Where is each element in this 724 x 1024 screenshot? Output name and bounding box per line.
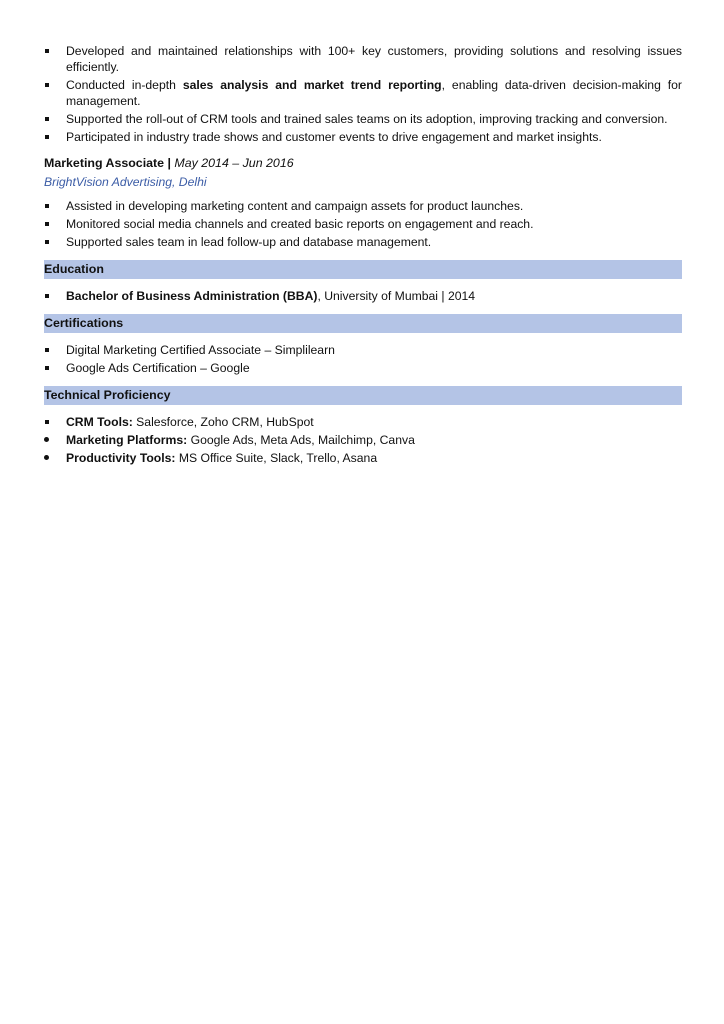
skill-value: MS Office Suite, Slack, Trello, Asana — [175, 451, 378, 465]
skill-label: Productivity Tools: — [66, 451, 176, 465]
list-item — [44, 43, 682, 75]
list-item — [44, 129, 682, 145]
round-bullet-icon — [44, 455, 49, 460]
list-item — [44, 360, 682, 376]
marketing-associate-bullet-list — [44, 198, 682, 250]
bullet-text-part: , enabling data-driven decision-making for management. — [66, 78, 682, 108]
skill-value: Salesforce, Zoho CRM, HubSpot — [132, 415, 314, 429]
list-item — [44, 288, 682, 304]
list-item — [44, 450, 682, 466]
square-bullet-icon — [45, 117, 49, 121]
job-dates: May 2014 – Jun 2016 — [174, 156, 294, 170]
round-bullet-icon — [44, 437, 49, 442]
square-bullet-icon — [45, 420, 49, 424]
square-bullet-icon — [45, 366, 49, 370]
resume-content — [44, 43, 682, 466]
list-item — [44, 414, 682, 430]
bullet-bold-text: sales analysis and market trend reporting — [182, 78, 442, 92]
list-item — [44, 234, 682, 250]
list-item — [44, 216, 682, 232]
square-bullet-icon — [45, 204, 49, 208]
skill-label: Marketing Platforms: — [66, 433, 188, 447]
bullet-text: Developed and maintained relationships with 100+ key customers, providing solutions and resolving issues efficiently. — [66, 44, 682, 74]
skill-value: Google Ads, Meta Ads, Mailchimp, Canva — [187, 433, 415, 447]
list-item — [44, 198, 682, 214]
list-item — [44, 111, 682, 127]
bullet-text: Supported the roll-out of CRM tools and trained sales teams on its adoption, improving tracking and conversion. — [66, 112, 668, 126]
square-bullet-icon — [45, 49, 49, 53]
company-name: BrightVision Advertising, Delhi — [44, 175, 207, 189]
square-bullet-icon — [45, 83, 49, 87]
education-section-heading: Education — [44, 260, 682, 279]
technical-proficiency-list — [44, 414, 682, 466]
certification-text: Digital Marketing Certified Associate – Simplilearn — [66, 343, 335, 357]
certification-text: Google Ads Certification – Google — [66, 361, 250, 375]
education-details: , University of Mumbai | 2014 — [317, 289, 476, 303]
skill-label: CRM Tools: — [66, 415, 133, 429]
degree-name: Bachelor of Business Administration (BBA) — [66, 289, 318, 303]
job-header — [44, 155, 682, 171]
job-title: Marketing Associate | — [44, 156, 171, 170]
bullet-text: Assisted in developing marketing content and campaign assets for product launches. — [66, 199, 524, 213]
square-bullet-icon — [45, 222, 49, 226]
square-bullet-icon — [45, 348, 49, 352]
square-bullet-icon — [45, 294, 49, 298]
bullet-text: Participated in industry trade shows and customer events to drive engagement and market insights. — [66, 130, 602, 144]
bullet-text-part: Conducted in-depth — [66, 78, 183, 92]
square-bullet-icon — [45, 240, 49, 244]
previous-role-bullet-list — [44, 43, 682, 145]
list-item — [44, 342, 682, 358]
square-bullet-icon — [45, 135, 49, 139]
certifications-list — [44, 342, 682, 376]
bullet-text: Supported sales team in lead follow-up and database management. — [66, 235, 432, 249]
certifications-section-heading: Certifications — [44, 314, 682, 333]
list-item — [44, 432, 682, 448]
bullet-text: Monitored social media channels and created basic reports on engagement and reach. — [66, 217, 534, 231]
technical-proficiency-section-heading: Technical Proficiency — [44, 386, 682, 405]
list-item — [44, 77, 682, 109]
education-list — [44, 288, 682, 304]
